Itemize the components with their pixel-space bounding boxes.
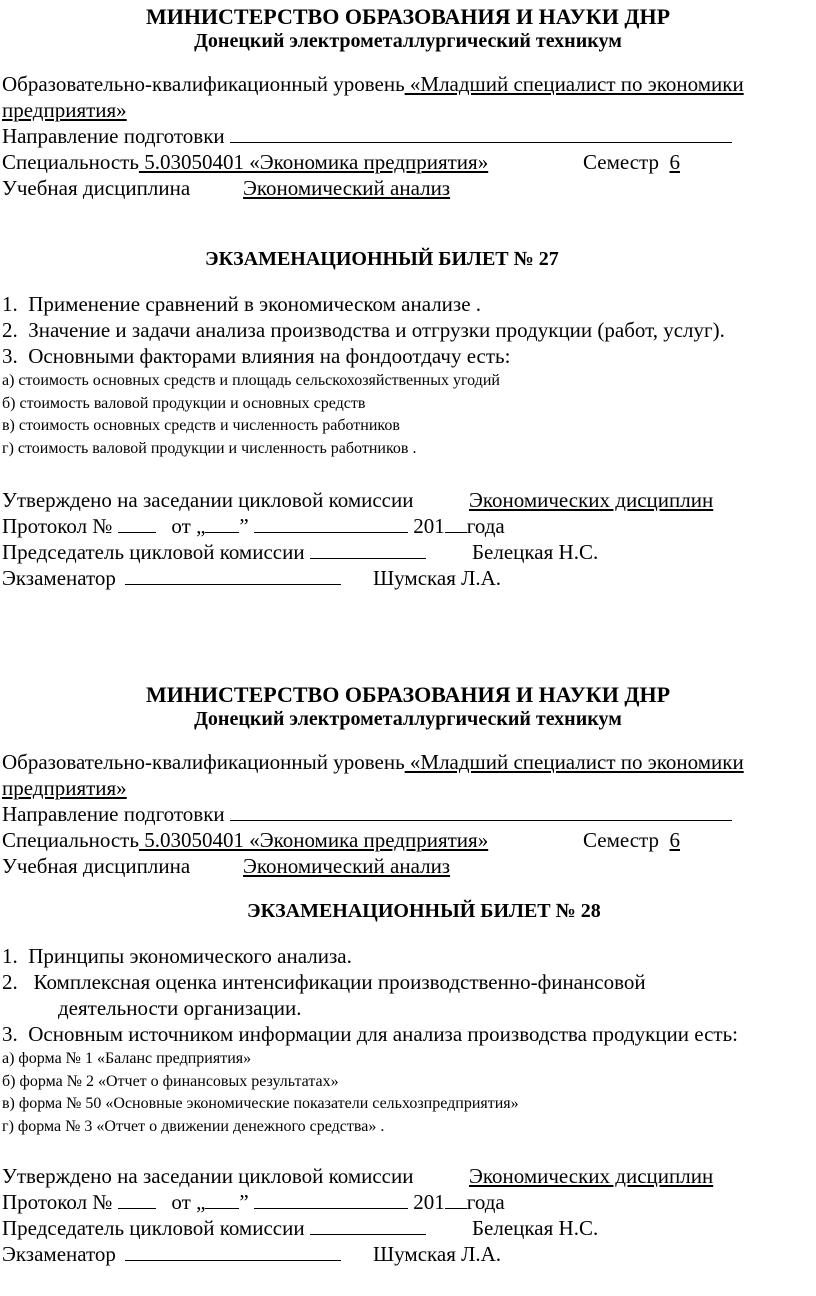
year-suffix: года <box>466 514 505 538</box>
question-number: 2. <box>2 318 18 342</box>
day-blank <box>205 1191 239 1209</box>
level-value-cont: предприятия» <box>2 776 127 800</box>
question-3 <box>2 344 510 369</box>
semester-label: Семестр <box>583 828 659 852</box>
question-text: Комплексная оценка интенсификации производственно-финансовой <box>33 970 646 994</box>
direction-blank <box>230 125 732 143</box>
answer-option-d: г) форма № 3 «Отчет о движении денежного средства» . <box>2 1118 385 1135</box>
level-value-cont: предприятия» <box>2 98 127 122</box>
date-prefix: от „ <box>171 514 206 538</box>
question-number: 3. <box>2 1022 18 1046</box>
examiner-line <box>2 566 341 591</box>
question-text: Значение и задачи анализа производства и отгрузки продукции (работ, услуг). <box>28 318 725 342</box>
level-label: Образовательно-квалификационный уровень <box>2 72 405 96</box>
quote-close: ” <box>239 514 249 538</box>
chair-name: Белецкая Н.С. <box>472 1216 599 1240</box>
examiner-line <box>2 1242 341 1267</box>
level-line <box>2 72 744 97</box>
approved-value: Экономических дисциплин <box>469 1164 714 1188</box>
year-prefix: 201 <box>413 1190 445 1214</box>
examiner-label: Экзаменатор <box>2 1242 116 1266</box>
protocol-label: Протокол № <box>2 1190 113 1214</box>
specialty-line <box>2 828 488 853</box>
year-suffix: года <box>466 1190 505 1214</box>
ticket-title: ЭКЗАМЕНАЦИОННЫЙ БИЛЕТ № 28 <box>247 900 601 922</box>
question-2 <box>2 318 725 343</box>
examiner-name: Шумская Л.А. <box>373 566 502 590</box>
specialty-value: 5.03050401 «Экономика предприятия» <box>138 150 489 174</box>
answer-option-a: а) форма № 1 «Баланс предприятия» <box>2 1050 252 1067</box>
approved-label: Утверждено на заседании цикловой комиссии <box>2 488 414 512</box>
question-text: Основным источником информации для анализа производства продукции есть: <box>28 1022 738 1046</box>
question-text: Основными факторами влияния на фондоотдачу есть: <box>28 344 511 368</box>
question-number: 2. <box>2 970 18 994</box>
date-prefix: от „ <box>171 1190 206 1214</box>
day-blank <box>205 515 239 533</box>
direction-label: Направление подготовки <box>2 802 225 826</box>
answer-option-b: б) стоимость валовой продукции и основных средств <box>2 395 366 412</box>
semester-line <box>583 150 680 175</box>
chair-name: Белецкая Н.С. <box>472 540 599 564</box>
chair-label: Председатель цикловой комиссии <box>2 540 305 564</box>
answer-option-d: г) стоимость валовой продукции и численность работников . <box>2 440 417 457</box>
protocol-label: Протокол № <box>2 514 113 538</box>
discipline-label: Учебная дисциплина <box>2 854 191 878</box>
college-heading: Донецкий электрометаллургический техникум <box>194 30 622 52</box>
ministry-heading: МИНИСТЕРСТВО ОБРАЗОВАНИЯ И НАУКИ ДНР <box>145 682 671 707</box>
level-line <box>2 750 744 775</box>
answer-option-c: в) стоимость основных средств и численность работников <box>2 417 400 434</box>
discipline-label: Учебная дисциплина <box>2 176 191 200</box>
chair-label: Председатель цикловой комиссии <box>2 1216 305 1240</box>
question-number: 1. <box>2 292 18 316</box>
approved-value: Экономических дисциплин <box>469 488 714 512</box>
year-blank <box>445 1191 467 1209</box>
direction-blank <box>230 803 732 821</box>
ministry-heading: МИНИСТЕРСТВО ОБРАЗОВАНИЯ И НАУКИ ДНР <box>145 4 671 29</box>
specialty-label: Специальность <box>2 150 139 174</box>
chair-signature-blank <box>310 541 426 559</box>
question-number: 3. <box>2 344 18 368</box>
chair-line <box>2 540 426 565</box>
level-value: «Младший специалист по экономики <box>404 72 744 96</box>
approved-label: Утверждено на заседании цикловой комиссии <box>2 1164 414 1188</box>
semester-label: Семестр <box>583 150 659 174</box>
level-label: Образовательно-квалификационный уровень <box>2 750 405 774</box>
specialty-value: 5.03050401 «Экономика предприятия» <box>138 828 489 852</box>
month-blank <box>254 515 408 533</box>
semester-value: 6 <box>669 150 680 174</box>
examiner-name: Шумская Л.А. <box>373 1242 502 1266</box>
protocol-line <box>2 1190 505 1215</box>
year-blank <box>445 515 467 533</box>
semester-line <box>583 828 680 853</box>
college-heading: Донецкий электрометаллургический техникум <box>194 708 622 730</box>
direction-line <box>2 802 732 827</box>
protocol-number-blank <box>118 515 156 533</box>
answer-option-a: а) стоимость основных средств и площадь сельскохозяйственных угодий <box>2 372 500 389</box>
question-number: 1. <box>2 944 18 968</box>
ticket-title: ЭКЗАМЕНАЦИОННЫЙ БИЛЕТ № 27 <box>205 248 559 270</box>
discipline-value: Экономический анализ <box>243 176 451 200</box>
examiner-signature-blank <box>125 567 341 585</box>
examiner-label: Экзаменатор <box>2 566 116 590</box>
protocol-number-blank <box>118 1191 156 1209</box>
month-blank <box>254 1191 408 1209</box>
specialty-label: Специальность <box>2 828 139 852</box>
question-2-cont: деятельности организации. <box>58 996 302 1020</box>
question-text: Применение сравнений в экономическом анализе . <box>28 292 482 316</box>
discipline-value: Экономический анализ <box>243 854 451 878</box>
examiner-signature-blank <box>125 1243 341 1261</box>
answer-option-c: в) форма № 50 «Основные экономические показатели сельхозпредприятия» <box>2 1095 519 1112</box>
direction-line <box>2 124 732 149</box>
question-text: Принципы экономического анализа. <box>28 944 352 968</box>
protocol-line <box>2 514 505 539</box>
semester-value: 6 <box>669 828 680 852</box>
chair-line <box>2 1216 426 1241</box>
answer-option-b: б) форма № 2 «Отчет о финансовых результатах» <box>2 1073 339 1090</box>
chair-signature-blank <box>310 1217 426 1235</box>
specialty-line <box>2 150 488 175</box>
question-2 <box>2 970 646 995</box>
level-value: «Младший специалист по экономики <box>404 750 744 774</box>
direction-label: Направление подготовки <box>2 124 225 148</box>
question-1 <box>2 944 352 969</box>
quote-close: ” <box>239 1190 249 1214</box>
question-1 <box>2 292 481 317</box>
question-3 <box>2 1022 738 1047</box>
year-prefix: 201 <box>413 514 445 538</box>
